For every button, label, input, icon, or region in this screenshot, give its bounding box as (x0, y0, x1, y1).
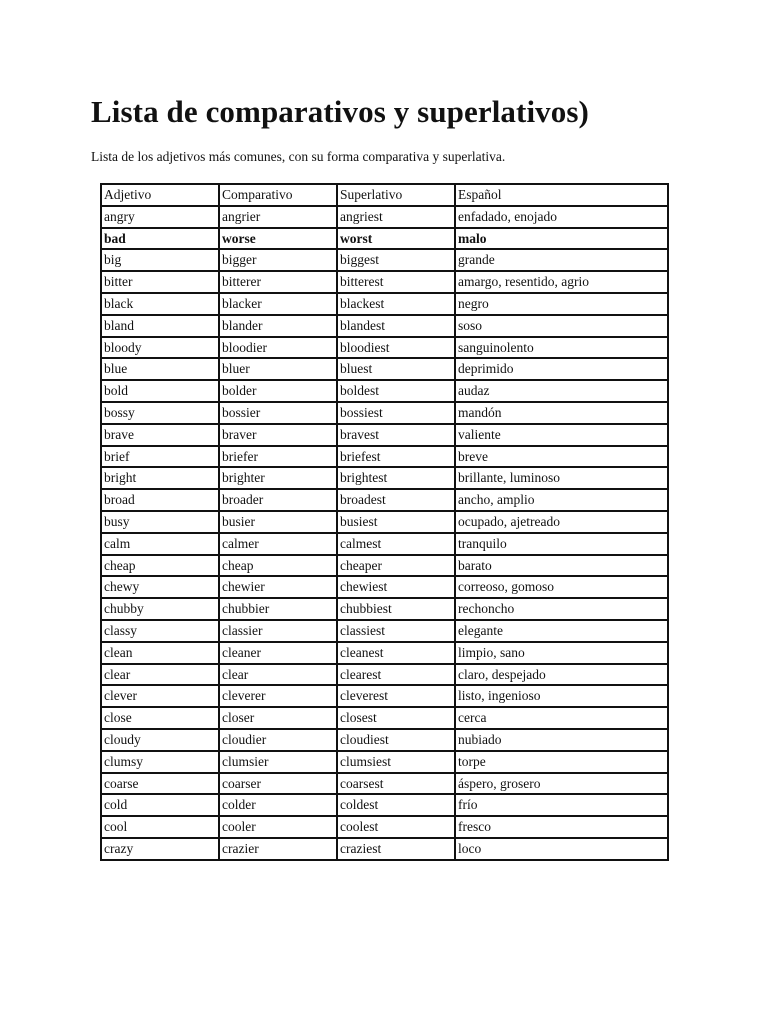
table-row (101, 271, 668, 293)
cell-comparativo: busier (219, 511, 337, 533)
cell-espanol: mandón (455, 402, 668, 424)
cell-comparativo: cooler (219, 816, 337, 838)
cell-comparativo: coarser (219, 773, 337, 795)
table-row (101, 816, 668, 838)
cell-comparativo: angrier (219, 206, 337, 228)
cell-superlativo: busiest (337, 511, 455, 533)
cell-adjetivo: busy (101, 511, 219, 533)
cell-comparativo: cleaner (219, 642, 337, 664)
cell-adjetivo: bland (101, 315, 219, 337)
cell-espanol: listo, ingenioso (455, 685, 668, 707)
cell-espanol: claro, despejado (455, 664, 668, 686)
cell-espanol: rechoncho (455, 598, 668, 620)
table-row (101, 729, 668, 751)
table-row (101, 838, 668, 860)
cell-adjetivo: bold (101, 380, 219, 402)
table-row (101, 358, 668, 380)
cell-adjetivo: cheap (101, 555, 219, 577)
table-row (101, 489, 668, 511)
cell-comparativo: brighter (219, 467, 337, 489)
header-adjetivo: Adjetivo (101, 184, 219, 206)
cell-adjetivo: brief (101, 446, 219, 468)
cell-comparativo: cloudier (219, 729, 337, 751)
cell-espanol: nubiado (455, 729, 668, 751)
table-row (101, 707, 668, 729)
cell-superlativo: calmest (337, 533, 455, 555)
cell-comparativo: bolder (219, 380, 337, 402)
cell-espanol: soso (455, 315, 668, 337)
cell-adjetivo: angry (101, 206, 219, 228)
cell-espanol: ocupado, ajetreado (455, 511, 668, 533)
cell-adjetivo: close (101, 707, 219, 729)
cell-superlativo: cleverest (337, 685, 455, 707)
cell-adjetivo: cool (101, 816, 219, 838)
table-row (101, 685, 668, 707)
cell-adjetivo: bright (101, 467, 219, 489)
cell-superlativo: worst (337, 228, 455, 250)
cell-superlativo: blandest (337, 315, 455, 337)
cell-superlativo: angriest (337, 206, 455, 228)
table-row (101, 598, 668, 620)
page-title: Lista de comparativos y superlativos) (91, 94, 589, 129)
cell-comparativo: cheap (219, 555, 337, 577)
cell-espanol: correoso, gomoso (455, 576, 668, 598)
table-row (101, 228, 668, 250)
cell-espanol: malo (455, 228, 668, 250)
cell-espanol: grande (455, 249, 668, 271)
cell-espanol: negro (455, 293, 668, 315)
cell-superlativo: closest (337, 707, 455, 729)
cell-espanol: brillante, luminoso (455, 467, 668, 489)
cell-superlativo: bluest (337, 358, 455, 380)
cell-superlativo: cleanest (337, 642, 455, 664)
cell-espanol: ancho, amplio (455, 489, 668, 511)
table-row (101, 293, 668, 315)
cell-comparativo: blacker (219, 293, 337, 315)
cell-superlativo: coldest (337, 794, 455, 816)
table-row (101, 424, 668, 446)
table-body (101, 184, 668, 860)
cell-superlativo: blackest (337, 293, 455, 315)
cell-espanol: tranquilo (455, 533, 668, 555)
cell-adjetivo: bloody (101, 337, 219, 359)
cell-adjetivo: bad (101, 228, 219, 250)
cell-espanol: barato (455, 555, 668, 577)
header-espanol: Español (455, 184, 668, 206)
cell-superlativo: bitterest (337, 271, 455, 293)
cell-comparativo: worse (219, 228, 337, 250)
cell-adjetivo: bossy (101, 402, 219, 424)
cell-superlativo: chubbiest (337, 598, 455, 620)
cell-adjetivo: clever (101, 685, 219, 707)
cell-comparativo: bigger (219, 249, 337, 271)
cell-superlativo: bloodiest (337, 337, 455, 359)
cell-espanol: limpio, sano (455, 642, 668, 664)
cell-adjetivo: clean (101, 642, 219, 664)
table-row (101, 206, 668, 228)
cell-espanol: audaz (455, 380, 668, 402)
cell-superlativo: clumsiest (337, 751, 455, 773)
cell-adjetivo: crazy (101, 838, 219, 860)
table-row (101, 249, 668, 271)
cell-superlativo: chewiest (337, 576, 455, 598)
table-row (101, 642, 668, 664)
cell-comparativo: bitterer (219, 271, 337, 293)
cell-espanol: sanguinolento (455, 337, 668, 359)
cell-adjetivo: cloudy (101, 729, 219, 751)
cell-superlativo: briefest (337, 446, 455, 468)
cell-adjetivo: blue (101, 358, 219, 380)
cell-comparativo: braver (219, 424, 337, 446)
table-row (101, 620, 668, 642)
cell-comparativo: colder (219, 794, 337, 816)
cell-comparativo: briefer (219, 446, 337, 468)
cell-comparativo: clumsier (219, 751, 337, 773)
table-header-row (101, 184, 668, 206)
cell-adjetivo: chubby (101, 598, 219, 620)
table-row (101, 446, 668, 468)
cell-comparativo: calmer (219, 533, 337, 555)
intro-paragraph: Lista de los adjetivos más comunes, con su forma comparativa y superlativa. (91, 149, 506, 164)
cell-espanol: loco (455, 838, 668, 860)
cell-adjetivo: chewy (101, 576, 219, 598)
table-row (101, 773, 668, 795)
cell-comparativo: crazier (219, 838, 337, 860)
cell-espanol: frío (455, 794, 668, 816)
cell-adjetivo: cold (101, 794, 219, 816)
table-row (101, 402, 668, 424)
header-superlativo: Superlativo (337, 184, 455, 206)
cell-espanol: enfadado, enojado (455, 206, 668, 228)
table-row (101, 315, 668, 337)
cell-adjetivo: bitter (101, 271, 219, 293)
header-comparativo: Comparativo (219, 184, 337, 206)
table-row (101, 664, 668, 686)
cell-adjetivo: clumsy (101, 751, 219, 773)
table-row (101, 337, 668, 359)
cell-espanol: elegante (455, 620, 668, 642)
table-row (101, 576, 668, 598)
cell-adjetivo: brave (101, 424, 219, 446)
cell-comparativo: bossier (219, 402, 337, 424)
cell-superlativo: biggest (337, 249, 455, 271)
cell-superlativo: cloudiest (337, 729, 455, 751)
cell-comparativo: broader (219, 489, 337, 511)
cell-comparativo: bluer (219, 358, 337, 380)
cell-espanol: amargo, resentido, agrio (455, 271, 668, 293)
cell-superlativo: broadest (337, 489, 455, 511)
cell-adjetivo: big (101, 249, 219, 271)
cell-comparativo: chewier (219, 576, 337, 598)
cell-superlativo: cheaper (337, 555, 455, 577)
adjectives-table (100, 183, 669, 861)
cell-superlativo: bravest (337, 424, 455, 446)
cell-superlativo: boldest (337, 380, 455, 402)
cell-adjetivo: classy (101, 620, 219, 642)
cell-espanol: valiente (455, 424, 668, 446)
table-row (101, 380, 668, 402)
cell-adjetivo: calm (101, 533, 219, 555)
cell-adjetivo: black (101, 293, 219, 315)
cell-superlativo: craziest (337, 838, 455, 860)
cell-comparativo: blander (219, 315, 337, 337)
cell-espanol: cerca (455, 707, 668, 729)
cell-adjetivo: coarse (101, 773, 219, 795)
cell-adjetivo: clear (101, 664, 219, 686)
cell-superlativo: bossiest (337, 402, 455, 424)
cell-superlativo: classiest (337, 620, 455, 642)
cell-espanol: torpe (455, 751, 668, 773)
table-row (101, 533, 668, 555)
cell-espanol: fresco (455, 816, 668, 838)
table-row (101, 511, 668, 533)
cell-superlativo: clearest (337, 664, 455, 686)
cell-comparativo: bloodier (219, 337, 337, 359)
cell-comparativo: cleverer (219, 685, 337, 707)
table-row (101, 555, 668, 577)
cell-comparativo: chubbier (219, 598, 337, 620)
cell-adjetivo: broad (101, 489, 219, 511)
cell-espanol: breve (455, 446, 668, 468)
cell-comparativo: clear (219, 664, 337, 686)
cell-comparativo: classier (219, 620, 337, 642)
cell-superlativo: coarsest (337, 773, 455, 795)
cell-superlativo: coolest (337, 816, 455, 838)
table-row (101, 751, 668, 773)
cell-comparativo: closer (219, 707, 337, 729)
cell-superlativo: brightest (337, 467, 455, 489)
cell-espanol: deprimido (455, 358, 668, 380)
cell-espanol: áspero, grosero (455, 773, 668, 795)
table-row (101, 794, 668, 816)
table-row (101, 467, 668, 489)
